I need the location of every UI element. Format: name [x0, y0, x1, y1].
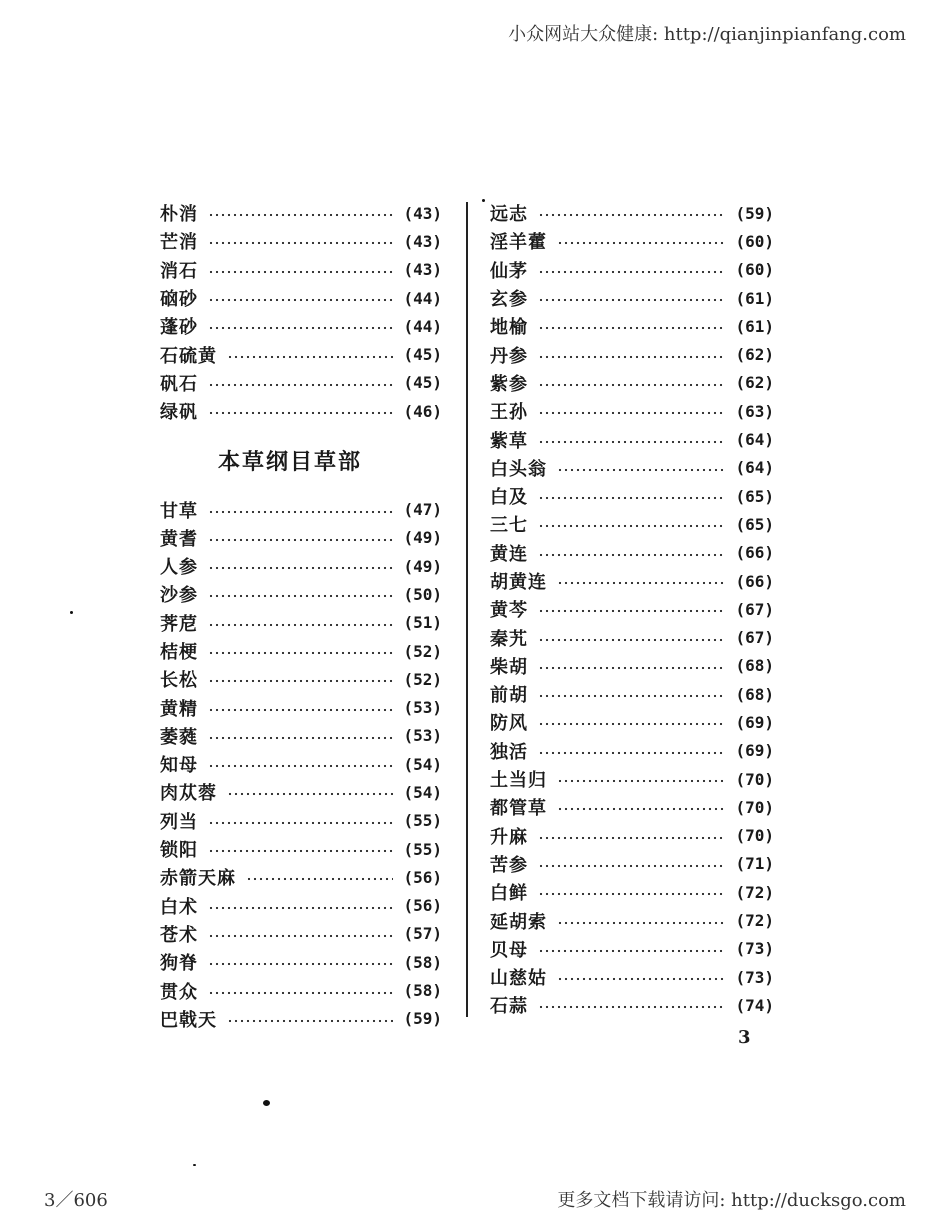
- leader-dots: [227, 792, 393, 796]
- leader-dots: [208, 821, 393, 825]
- leader-dots: [538, 1005, 725, 1009]
- leader-dots: [208, 213, 393, 217]
- toc-entry-name: 苍术: [160, 924, 198, 946]
- scan-speck: [193, 1164, 196, 1166]
- leader-dots: [208, 736, 393, 740]
- toc-entry-name: 长松: [160, 670, 198, 692]
- toc-entry-name: 赤箭天麻: [160, 868, 236, 890]
- toc-entry-page: (53): [403, 726, 442, 746]
- toc-entry: [160, 722, 442, 750]
- leader-dots: [538, 524, 725, 528]
- toc-entry-name: 黄芩: [490, 600, 528, 622]
- toc-group-herbs-continued: [490, 199, 774, 1020]
- leader-dots: [208, 326, 393, 330]
- toc-entry: [490, 312, 774, 340]
- toc-entry: [490, 963, 774, 991]
- leader-dots: [538, 355, 725, 359]
- toc-entry: [490, 567, 774, 595]
- toc-entry: [490, 510, 774, 538]
- leader-dots: [538, 411, 725, 415]
- toc-entry-name: 萎蕤: [160, 726, 198, 748]
- toc-entry-page: (54): [403, 782, 442, 802]
- toc-entry-page: (58): [403, 981, 442, 1001]
- toc-entry: [490, 652, 774, 680]
- toc-entry: [160, 256, 442, 284]
- toc-entry-name: 丹参: [490, 345, 528, 367]
- toc-entry-page: (44): [403, 288, 442, 308]
- toc-entry-page: (54): [403, 754, 442, 774]
- toc-entry: [160, 1005, 442, 1033]
- toc-entry-name: 独活: [490, 741, 528, 763]
- toc-entry-page: (44): [403, 316, 442, 336]
- scan-speck: [263, 1100, 270, 1106]
- toc-entry: [490, 340, 774, 368]
- leader-dots: [208, 298, 393, 302]
- toc-entry-name: 石硫黄: [160, 345, 217, 367]
- toc-entry: [160, 976, 442, 1004]
- toc-entry: [160, 665, 442, 693]
- toc-entry-name: 地榆: [490, 317, 528, 339]
- toc-entry-page: (45): [403, 373, 442, 393]
- toc-entry: [490, 284, 774, 312]
- toc-entry: [490, 765, 774, 793]
- toc-entry-page: (72): [735, 911, 774, 931]
- leader-dots: [538, 892, 725, 896]
- toc-entry-name: 石蒜: [490, 996, 528, 1018]
- scan-speck: [482, 199, 485, 202]
- leader-dots: [557, 807, 725, 811]
- toc-entry-page: (43): [403, 231, 442, 251]
- leader-dots: [208, 651, 393, 655]
- toc-entry: [160, 312, 442, 340]
- toc-entry-name: 都管草: [490, 798, 547, 820]
- toc-entry: [160, 552, 442, 580]
- toc-entry-name: 绿矾: [160, 402, 198, 424]
- leader-dots: [208, 270, 393, 274]
- toc-entry-name: 沙参: [160, 585, 198, 607]
- toc-entry-name: 升麻: [490, 826, 528, 848]
- toc-entry-name: 锁阳: [160, 840, 198, 862]
- toc-entry: [490, 623, 774, 651]
- toc-entry-page: (55): [403, 839, 442, 859]
- toc-entry-name: 消石: [160, 260, 198, 282]
- toc-entry-page: (53): [403, 698, 442, 718]
- leader-dots: [227, 355, 393, 359]
- leader-dots: [227, 1019, 393, 1023]
- download-link[interactable]: 更多文档下载请访问: http://ducksgo.com: [557, 1190, 906, 1211]
- toc-entry-page: (73): [735, 967, 774, 987]
- toc-entry-name: 贝母: [490, 939, 528, 961]
- toc-entry: [490, 991, 774, 1019]
- toc-entry: [490, 454, 774, 482]
- toc-entry-page: (51): [403, 613, 442, 633]
- leader-dots: [208, 538, 393, 542]
- toc-entry: [160, 920, 442, 948]
- leader-dots: [208, 708, 393, 712]
- leader-dots: [208, 623, 393, 627]
- leader-dots: [538, 213, 725, 217]
- leader-dots: [208, 594, 393, 598]
- toc-entry-name: 黄耆: [160, 528, 198, 550]
- toc-entry-name: 前胡: [490, 685, 528, 707]
- toc-entry-page: (62): [735, 345, 774, 365]
- leader-dots: [538, 326, 725, 330]
- leader-dots: [557, 977, 725, 981]
- toc-entry-page: (43): [403, 203, 442, 223]
- toc-right-column: [490, 199, 774, 1020]
- toc-entry-page: (52): [403, 669, 442, 689]
- toc-entry-name: 仙茅: [490, 260, 528, 282]
- toc-entry-name: 三七: [490, 515, 528, 537]
- toc-entry-page: (59): [403, 1009, 442, 1029]
- column-divider: [466, 202, 468, 1017]
- toc-entry: [160, 637, 442, 665]
- toc-entry-name: 苦参: [490, 854, 528, 876]
- toc-entry-page: (64): [735, 458, 774, 478]
- toc-entry-page: (72): [735, 882, 774, 902]
- leader-dots: [208, 934, 393, 938]
- toc-entry: [490, 369, 774, 397]
- toc-entry-name: 肉苁蓉: [160, 783, 217, 805]
- toc-entry-page: (46): [403, 401, 442, 421]
- toc-group-minerals: [160, 199, 442, 425]
- toc-entry-page: (71): [735, 854, 774, 874]
- toc-entry-name: 白鲜: [490, 883, 528, 905]
- toc-entry-page: (69): [735, 712, 774, 732]
- toc-entry-name: 狗脊: [160, 953, 198, 975]
- leader-dots: [208, 764, 393, 768]
- toc-entry-name: 土当归: [490, 770, 547, 792]
- toc-entry-page: (60): [735, 231, 774, 251]
- toc-entry: [160, 892, 442, 920]
- leader-dots: [208, 962, 393, 966]
- leader-dots: [538, 864, 725, 868]
- leader-dots: [208, 411, 393, 415]
- toc-entry-name: 矾石: [160, 373, 198, 395]
- toc-entry-name: 白术: [160, 896, 198, 918]
- toc-entry: [160, 397, 442, 425]
- toc-entry: [490, 256, 774, 284]
- toc-entry-page: (56): [403, 896, 442, 916]
- toc-entry: [490, 539, 774, 567]
- toc-entry-name: 甘草: [160, 500, 198, 522]
- toc-entry-page: (67): [735, 628, 774, 648]
- toc-entry-page: (67): [735, 599, 774, 619]
- toc-entry-page: (47): [403, 500, 442, 520]
- toc-entry-name: 知母: [160, 755, 198, 777]
- toc-entry-page: (62): [735, 373, 774, 393]
- toc-entry: [160, 948, 442, 976]
- toc-entry-name: 黄连: [490, 543, 528, 565]
- leader-dots: [538, 666, 725, 670]
- toc-entry-page: (63): [735, 401, 774, 421]
- leader-dots: [246, 877, 393, 881]
- toc-entry-page: (52): [403, 641, 442, 661]
- leader-dots: [538, 383, 725, 387]
- toc-entry-page: (74): [735, 995, 774, 1015]
- toc-entry: [490, 878, 774, 906]
- toc-entry: [160, 835, 442, 863]
- toc-entry-name: 朴消: [160, 204, 198, 226]
- toc-entry: [160, 580, 442, 608]
- leader-dots: [208, 991, 393, 995]
- toc-entry-page: (69): [735, 741, 774, 761]
- toc-entry: [490, 397, 774, 425]
- page-counter: 3／606: [44, 1190, 108, 1211]
- toc-entry-page: (70): [735, 769, 774, 789]
- toc-entry-name: 胡黄连: [490, 572, 547, 593]
- toc-entry: [490, 227, 774, 255]
- toc-entry-page: (70): [735, 826, 774, 846]
- toc-entry: [160, 284, 442, 312]
- toc-entry: [490, 680, 774, 708]
- toc-entry-name: 防风: [490, 713, 528, 735]
- toc-entry-page: (68): [735, 684, 774, 704]
- toc-entry-page: (45): [403, 345, 442, 365]
- leader-dots: [538, 440, 725, 444]
- toc-entry: [160, 524, 442, 552]
- toc-entry-page: (61): [735, 316, 774, 336]
- leader-dots: [208, 906, 393, 910]
- toc-entry: [490, 935, 774, 963]
- toc-entry: [490, 906, 774, 934]
- toc-entry: [160, 340, 442, 368]
- toc-entry-name: 黄精: [160, 698, 198, 720]
- section-title: 本草纲目草部: [218, 449, 363, 475]
- leader-dots: [538, 694, 725, 698]
- toc-entry-name: 贯众: [160, 981, 198, 1003]
- leader-dots: [538, 751, 725, 755]
- leader-dots: [538, 722, 725, 726]
- leader-dots: [538, 836, 725, 840]
- leader-dots: [208, 679, 393, 683]
- toc-entry: [160, 199, 442, 227]
- leader-dots: [538, 949, 725, 953]
- toc-entry-name: 王孙: [490, 402, 528, 424]
- toc-entry-page: (65): [735, 514, 774, 534]
- toc-entry-page: (70): [735, 797, 774, 817]
- toc-entry-page: (65): [735, 486, 774, 506]
- toc-entry-name: 秦艽: [490, 628, 528, 650]
- toc-entry: [490, 199, 774, 227]
- toc-entry: [160, 609, 442, 637]
- toc-entry-page: (66): [735, 543, 774, 563]
- toc-entry-page: (66): [735, 571, 774, 591]
- toc-entry: [490, 595, 774, 623]
- toc-entry-name: 巴戟天: [160, 1009, 217, 1031]
- toc-entry: [160, 750, 442, 778]
- leader-dots: [538, 553, 725, 557]
- toc-entry: [490, 822, 774, 850]
- toc-entry-name: 淫羊藿: [490, 232, 547, 254]
- toc-entry-name: 玄参: [490, 289, 528, 311]
- toc-entry: [490, 708, 774, 736]
- leader-dots: [557, 581, 725, 585]
- toc-entry: [490, 850, 774, 878]
- toc-entry: [160, 495, 442, 523]
- toc-entry: [160, 863, 442, 891]
- toc-entry-name: 蓬砂: [160, 317, 198, 339]
- toc-entry-page: (43): [403, 260, 442, 280]
- toc-entry-page: (49): [403, 556, 442, 576]
- leader-dots: [538, 638, 725, 642]
- leader-dots: [208, 510, 393, 514]
- toc-entry-page: (56): [403, 867, 442, 887]
- toc-entry-page: (49): [403, 528, 442, 548]
- leader-dots: [208, 383, 393, 387]
- toc-entry-name: 紫草: [490, 430, 528, 452]
- toc-entry: [490, 482, 774, 510]
- toc-entry-name: 荠苨: [160, 613, 198, 635]
- toc-entry-name: 人参: [160, 557, 198, 579]
- toc-entry-page: (57): [403, 924, 442, 944]
- toc-entry-page: (55): [403, 811, 442, 831]
- leader-dots: [208, 241, 393, 245]
- leader-dots: [538, 298, 725, 302]
- leader-dots: [557, 468, 725, 472]
- leader-dots: [538, 270, 725, 274]
- toc-entry-name: 柴胡: [490, 656, 528, 678]
- toc-group-herbs: [160, 495, 442, 1033]
- toc-entry-page: (60): [735, 260, 774, 280]
- toc-entry-page: (73): [735, 939, 774, 959]
- toc-entry-name: 硇砂: [160, 289, 198, 311]
- scan-speck: [70, 611, 73, 614]
- leader-dots: [538, 609, 725, 613]
- toc-entry-name: 桔梗: [160, 642, 198, 663]
- site-header: 小众网站大众健康: http://qianjinpianfang.com: [508, 24, 906, 45]
- toc-entry-page: (61): [735, 288, 774, 308]
- leader-dots: [208, 566, 393, 570]
- toc-entry: [490, 425, 774, 453]
- toc-entry: [490, 737, 774, 765]
- toc-entry: [160, 693, 442, 721]
- leader-dots: [208, 849, 393, 853]
- toc-entry: [160, 227, 442, 255]
- leader-dots: [557, 921, 725, 925]
- page-number: 3: [738, 1027, 751, 1048]
- toc-entry-name: 山慈姑: [490, 968, 547, 990]
- toc-entry: [160, 369, 442, 397]
- toc-entry-name: 白头翁: [490, 458, 547, 480]
- toc-entry-name: 紫参: [490, 373, 528, 395]
- leader-dots: [557, 779, 725, 783]
- toc-entry-page: (59): [735, 203, 774, 223]
- toc-entry-name: 芒消: [160, 232, 198, 254]
- toc-entry-page: (64): [735, 430, 774, 450]
- leader-dots: [557, 241, 725, 245]
- leader-dots: [538, 496, 725, 500]
- toc-entry-page: (68): [735, 656, 774, 676]
- toc-entry-name: 远志: [490, 204, 528, 226]
- toc-entry-name: 白及: [490, 487, 528, 509]
- toc-entry-name: 列当: [160, 811, 198, 833]
- toc-entry: [490, 793, 774, 821]
- toc-entry-page: (58): [403, 952, 442, 972]
- toc-entry-name: 延胡索: [490, 911, 547, 933]
- toc-left-column: [160, 199, 442, 1033]
- toc-entry: [160, 778, 442, 806]
- toc-entry: [160, 807, 442, 835]
- toc-entry-page: (50): [403, 584, 442, 604]
